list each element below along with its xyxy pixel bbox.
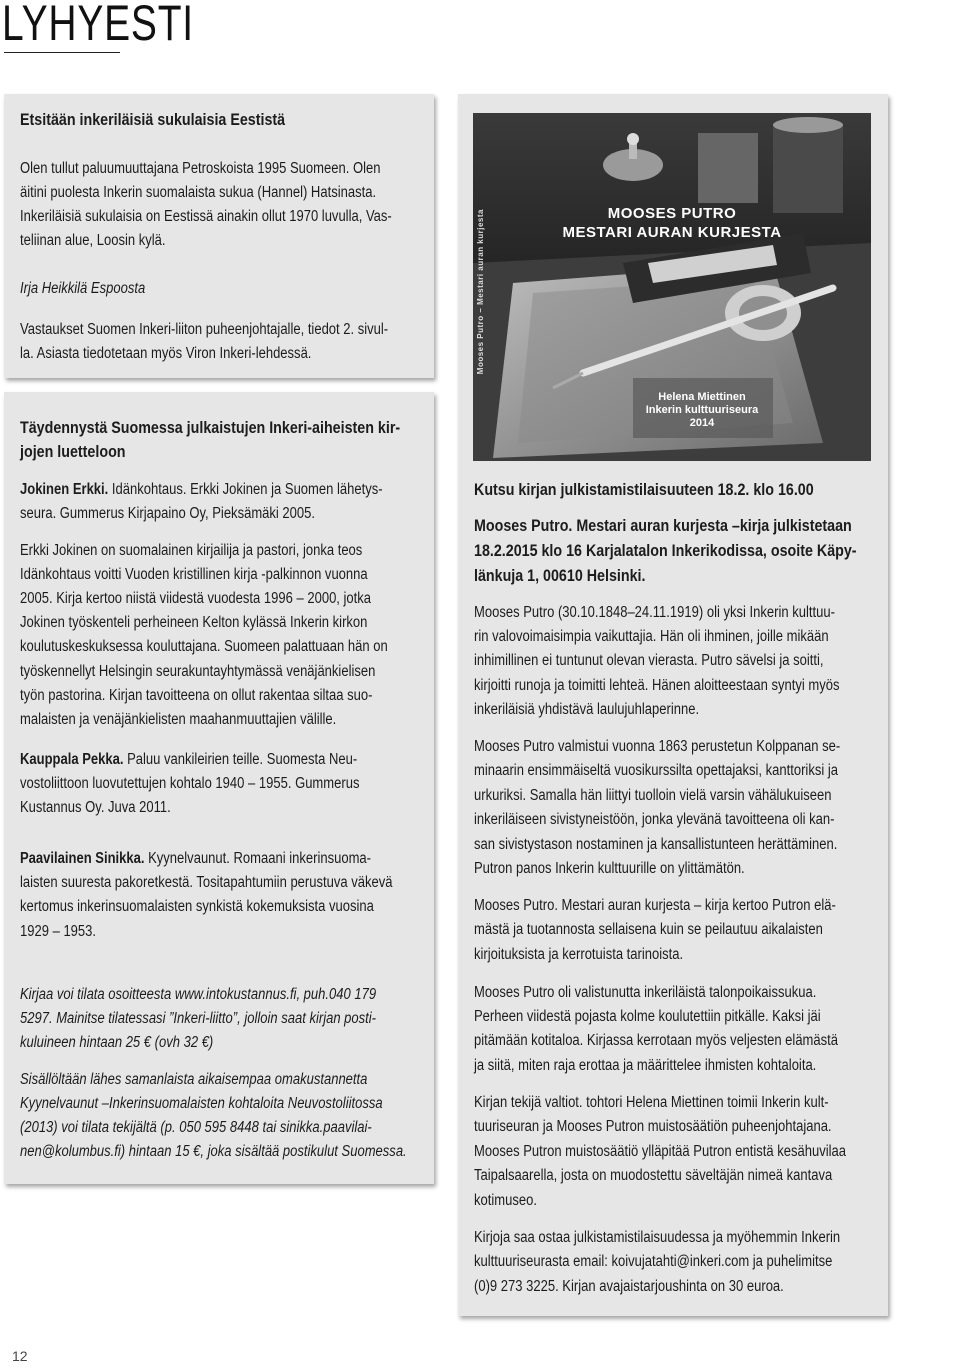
putro-p3-3: kirjoituksista ja kerrotuista tarinoista. [474,946,684,963]
putro-p4-2: Perheen viidestä pojasta kolme koulutettiin pitkälle. Kaksi jäi [474,1008,821,1025]
booklist-heading-2: jojen luetteloon [20,442,126,461]
order-info-5: Kyynelvaunut –Inkerinsuomalaisten kohtaloita Neuvostoliitossa [20,1095,383,1112]
putro-p6-3: (0)9 273 3225. Kirjan avajaistarjoushinta on 30 euroa. [474,1278,784,1295]
putro-p2-1: Mooses Putro valmistui vuonna 1863 perustetun Kolppanan se- [474,738,841,755]
putro-p3-2: mästä ja tuotannosta sellaisena kuin se peilautuu aikalaisten [474,921,823,938]
jokinen-desc-1: Erkki Jokinen on suomalainen kirjailija ja pastori, jonka teos [20,542,363,559]
putro-p5-1: Kirjan tekijä valtiot. tohtori Helena Miettinen toimii Inkerin kult- [474,1094,829,1111]
book-entry-jokinen [20,478,383,503]
putro-p1-5: inkeriläisiä yhdistävä laulujuhlaperinne. [474,701,700,718]
putro-p3-1: Mooses Putro. Mestari auran kurjesta – kirja kertoo Putron elä- [474,897,836,914]
jokinen-desc-6: työskennellyt Helsingin seurakuntayhtymässä venäjänkielisen [20,663,376,680]
cover-publisher: Inkerin kulttuuriseura [645,404,759,416]
book-author-kauppala: Kauppala Pekka. [20,751,124,768]
book-entry-paavilainen-line2: laisten suuresta pakoretkestä. Tositapahtumiin perustuva väkevä [20,874,393,891]
order-info-3: kuluineen hintaan 25 € (ovh 32 €) [20,1034,214,1051]
jokinen-desc-4: Jokinen työskenteli perheineen Kelton kylässä Inkerin kirkon [20,614,368,631]
cover-year: 2014 [689,417,715,429]
notice-answer-1: Vastaukset Suomen Inkeri-liiton puheenjohtajalle, tiedot 2. sivul- [20,321,389,338]
putro-p2-5: san sivistystason nostaminen ja kansallistunteen herättäminen. [474,836,838,853]
jokinen-desc-7: työn pastorina. Kirjan tavoitteena on ollut rakentaa siltaa suo- [20,687,373,704]
jokinen-desc-5: koulutuskeskuksessa kouluttajana. Suomeen palattuaan hän on [20,638,388,655]
page-number: 12 [12,1348,28,1364]
invite-line-2: 18.2.2015 klo 16 Karjalatalon Inkerikodissa, osoite Käpy- [474,541,857,560]
notice-signature: Irja Heikkilä Espoosta [20,280,146,297]
cover-title-1: MOOSES PUTRO [607,205,737,222]
order-info-7: nen@kolumbus.fi) hintaan 15 €, joka sisältää postikulut Suomessa. [20,1143,407,1160]
book-entry-paavilainen-title: Kyynelvaunut. Romaani inkerinsuoma- [144,850,372,867]
putro-p5-3: Mooses Putron muistosäätiö ylläpitää Putron entistä kesähuvilaa [474,1143,847,1160]
book-author-jokinen: Jokinen Erkki. [20,481,109,498]
putro-p1-3: inhimillinen ei tuntunut olevan vierasta. Putro sävelsi ja soitti, [474,652,824,669]
booklist-heading-1: Täydennystä Suomessa julkaistujen Inkeri-aiheisten kir- [20,418,401,437]
invite-line-1: Mooses Putro. Mestari auran kurjesta –kirja julkistetaan [474,516,852,535]
invite-heading: Kutsu kirjan julkistamistilaisuuteen 18.2. klo 16.00 [474,480,814,499]
cover-spine-text: Mooses Putro – Mestari auran kurjesta [476,209,485,375]
notice-line-4: teliinan alue, Loosin kylä. [20,232,166,249]
putro-p4-4: ja siitä, miten raja erottaa ja määrittelee ihmisten kohtaloita. [474,1057,817,1074]
putro-p2-4: inkeriläiseen sivistyneistöön, jonka ylevänä tavoitteena oli kan- [474,811,835,828]
jokinen-desc-2: Idänkohtaus voitti Vuoden kristillinen kirja -palkinnon vuonna [20,566,368,583]
putro-p1-4: kirjoitti runoja ja toimitti lehteä. Hänen aloitteestaan syntyi myös [474,677,840,694]
jokinen-desc-3: 2005. Kirja kertoo niistä viidestä vuodesta 1996 – 2000, jotka [20,590,372,607]
putro-p2-3: urkuriksi. Samalla hän liittyi tuolloin vielä varsin vähälukuiseen [474,787,832,804]
putro-p4-1: Mooses Putro oli valistunutta inkeriläistä talonpoikaissukua. [474,984,817,1001]
putro-p1-1: Mooses Putro (30.10.1848–24.11.1919) oli yksi Inkerin kulttuu- [474,604,835,621]
putro-p5-2: tuuriseuran ja Mooses Putron muistosäätiön puheenjohtajana. [474,1118,832,1135]
title-underline [4,52,120,53]
notice-line-3: Inkeriläisiä sukulaisia on Eestissä ainakin ollut 1970 luvulla, Vas- [20,208,392,225]
book-entry-paavilainen [20,847,371,872]
invite-line-3: länkuja 1, 00610 Helsinki. [474,566,646,585]
book-entry-paavilainen-line4: 1929 – 1953. [20,923,97,940]
book-entry-paavilainen-line3: kertomus inkerinsuomalaisten synkistä kokemuksista vuosina [20,898,374,915]
order-info-4: Sisällöltään lähes samanlaista aikaisempaa omakustannetta [20,1071,368,1088]
book-entry-jokinen-title: Idänkohtaus. Erkki Jokinen ja Suomen lähetys- [108,481,383,498]
book-entry-jokinen-line2: seura. Gummerus Kirjapaino Oy, Pieksämäki 2005. [20,505,316,522]
putro-p4-3: pitämään kotitaloa. Kirjassa kerrotaan myös veljesten elämästä [474,1032,839,1049]
book-entry-kauppala-title: Paluu vankileirien teille. Suomesta Neu- [123,751,358,768]
order-info-1: Kirjaa voi tilata osoitteesta www.intokustannus.fi, puh.040 179 [20,986,377,1003]
book-entry-kauppala-line2: vostoliittoon luovutettujen kohtalo 1940 – 1955. Gummerus [20,775,360,792]
jokinen-desc-8: malaisten ja venäjänkielisten maahanmuuttajien välille. [20,711,337,728]
cover-author: Helena Miettinen [658,391,746,403]
section-title: LYHYESTI [2,0,194,51]
order-info-2: 5297. Mainitse tilatessasi ”Inkeri-liitto”, jolloin saat kirjan posti- [20,1010,377,1027]
notice-heading: Etsitään inkeriläisiä sukulaisia Eestistä [20,110,286,129]
notice-line-2: äitini puolesta Inkerin suomalaista sukua (Hannel) Hatsinasta. [20,184,377,201]
book-entry-kauppala [20,748,357,773]
putro-p5-4: Taipalsaarella, josta on muodostettu säveltäjän nimeä kantava [474,1167,833,1184]
putro-p1-2: rin valovoimaisimpia vaikuttajia. Hän oli ihminen, joille mikään [474,628,829,645]
putro-p2-6: Putron panos Inkerin kulttuurille on ylittämätön. [474,860,745,877]
notice-line-1: Olen tullut paluumuuttajana Petroskoista 1995 Suomeen. Olen [20,160,381,177]
cover-title-2: MESTARI AURAN KURJESTA [562,224,782,241]
putro-p5-5: kotimuseo. [474,1192,537,1209]
order-info-6: (2013) voi tilata tekijältä (p. 050 595 8448 tai sinikka.paavilai- [20,1119,372,1136]
book-author-paavilainen: Paavilainen Sinikka. [20,850,145,867]
notice-answer-2: la. Asiasta tiedotetaan myös Viron Inkeri-lehdessä. [20,345,312,362]
putro-p2-2: minaarin ensimmäiseltä vuosikurssilta opettajaksi, kanttoriksi ja [474,762,838,779]
book-entry-kauppala-line3: Kustannus Oy. Juva 2011. [20,799,171,816]
putro-p6-1: Kirjoja saa ostaa julkistamistilaisuudessa ja myöhemmin Inkerin [474,1229,841,1246]
putro-p6-2: kulttuuriseurasta email: koivujatahti@inkeri.com ja puhelimitse [474,1253,833,1270]
book-cover-photo [473,113,871,461]
